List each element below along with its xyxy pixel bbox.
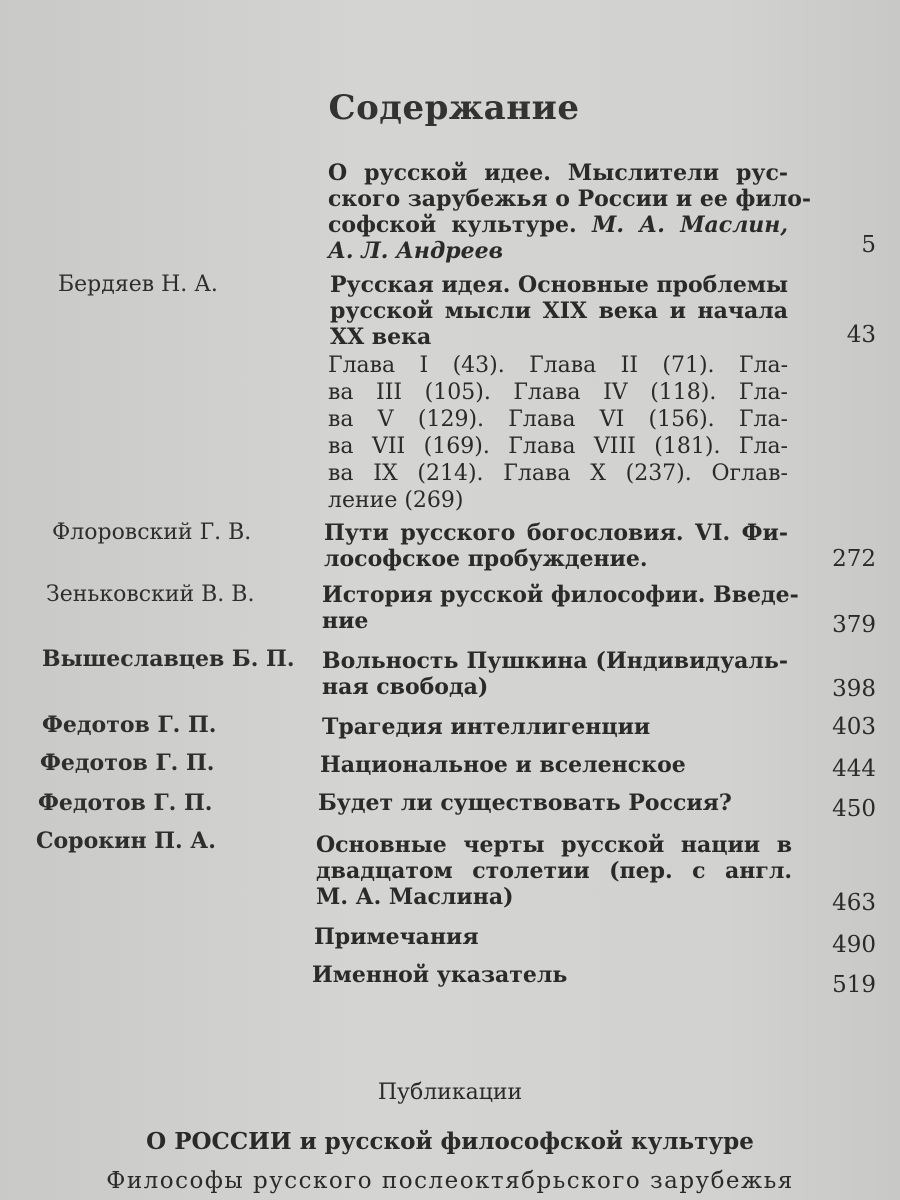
publication-title [0, 1128, 900, 1155]
entry-line: ние [322, 608, 369, 634]
publication-subtitle: Философы русского послеоктябрьского зарубежья [106, 1168, 794, 1194]
toc-entry [322, 714, 790, 740]
page-number: 5 [861, 232, 876, 258]
contents-heading: Содержание [328, 88, 580, 128]
entry-line: софской культуре. М. А. Маслин, [328, 212, 788, 238]
page-number: 519 [832, 972, 876, 998]
page-number: 450 [832, 796, 876, 822]
toc-entry-notes [314, 924, 782, 950]
entry-line: Русская идея. Основные проблемы [330, 272, 788, 298]
page-number: 43 [846, 322, 876, 348]
entry-line: XX века [330, 324, 432, 350]
entry-line: ского зарубежья о России и ее фило- [328, 186, 812, 212]
author-name: Вышеславцев Б. П. [42, 646, 295, 672]
toc-entry-index [312, 962, 780, 988]
page-number: 398 [832, 676, 876, 702]
entry-line: Трагедия интеллигенции [322, 714, 651, 740]
entry-line: Будет ли существовать Россия? [318, 790, 732, 816]
entry-line: Пути русского богословия. VI. Фи- [324, 520, 788, 546]
page-number: 272 [832, 546, 876, 572]
toc-entry [322, 648, 788, 700]
entry-line: А. Л. Андреев [328, 238, 504, 264]
entry-line: русской мысли XIX века и начала [330, 298, 788, 324]
toc-entry [318, 790, 786, 816]
page-number: 490 [832, 932, 876, 958]
toc-entry [324, 520, 788, 572]
author-name: Федотов Г. П. [40, 750, 215, 776]
toc-entry [322, 582, 799, 634]
author-name: Флоровский Г. В. [52, 520, 252, 545]
toc-entry [320, 752, 788, 778]
toc-entry [316, 832, 792, 910]
toc-entry [330, 272, 788, 350]
author-name: Федотов Г. П. [38, 790, 213, 816]
page-number: 463 [832, 890, 876, 916]
publication-title-caps: О РОССИИ [146, 1128, 292, 1155]
entry-line: Основные черты русской нации в [316, 832, 792, 858]
entry-line: История русской философии. Введе- [322, 582, 799, 608]
entry-line: лософское пробуждение. [324, 546, 648, 572]
entry-line: М. А. Маслина) [316, 884, 514, 910]
page-number: 379 [832, 612, 876, 638]
entry-line: Национальное и вселенское [320, 752, 686, 778]
entry-line: ная свобода) [322, 674, 489, 700]
entry-line: Примечания [314, 924, 479, 950]
entry-line: О русской идее. Мыслители рус- [328, 160, 788, 186]
series-label: Публикации [377, 1080, 523, 1105]
entry-line: двадцатом столетии (пер. с англ. [316, 858, 792, 884]
author-name: Зеньковский В. В. [46, 582, 255, 607]
entry-line: Вольность Пушкина (Индивидуаль- [322, 648, 788, 674]
publication-title-rest: и русской философской культуре [291, 1128, 754, 1155]
page-number: 444 [832, 756, 876, 782]
toc-entry-intro [328, 160, 812, 264]
chapter-list: Глава I (43). Глава II (71). Гла- ва III (105). Глава IV (118). Гла- ва V (129). Глава VI (156). Гла- ва VII (169). Глава VIII (181). Гла- ва IX (214). Глава X (237). Оглав- ление (269) [328, 353, 788, 513]
page-number: 403 [832, 714, 876, 740]
entry-line: Именной указатель [312, 962, 568, 988]
author-name: Федотов Г. П. [42, 712, 217, 738]
author-name: Сорокин П. А. [36, 828, 216, 854]
author-name: Бердяев Н. А. [58, 272, 218, 297]
intro-authors: М. А. Маслин, [591, 212, 788, 238]
